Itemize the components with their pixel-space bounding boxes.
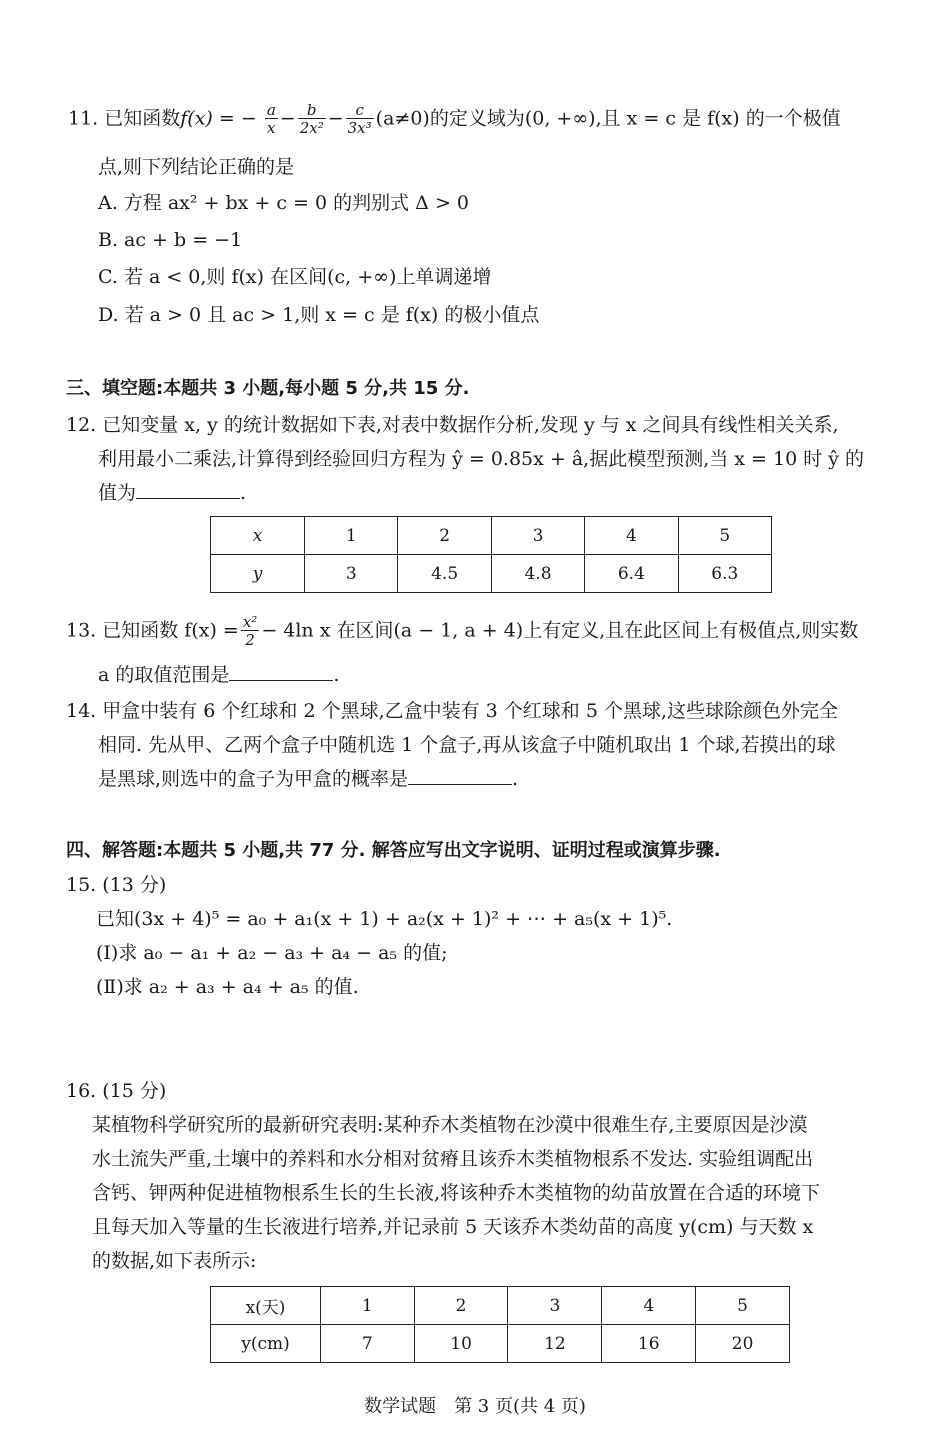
q13-line2: a 的取值范围是 . [98,664,340,686]
q16-heading: 16. (15 分) [66,1080,167,1102]
q15-given: 已知(3x + 4)⁵ = a₀ + a₁(x + 1) + a₂(x + 1)² + ⋯ + a₅(x + 1)⁵. [96,908,673,930]
table-row: x 1 2 3 4 5 [211,517,772,555]
q16-line2: 水土流失严重,土壤中的养料和水分相对贫瘠且该乔木类植物根系不发达. 实验组调配出 [92,1148,814,1170]
q16-line5: 的数据,如下表所示: [92,1250,257,1272]
section3-heading: 三、填空题:本题共 3 小题,每小题 5 分,共 15 分. [66,378,470,399]
q12-line3: 值为 . [98,482,247,504]
q15-heading: 15. (13 分) [66,874,167,896]
q11-option-a: A. 方程 ax² + bx + c = 0 的判别式 Δ > 0 [98,192,469,214]
q16-data-table [210,1286,790,1363]
q11-frac-b: $\frac{b}{\text{2x²}}$ [299,101,324,137]
q13-frac: $\frac{\text{x²}}{2}$ [242,613,258,649]
q15-part2: (Ⅱ)求 a₂ + a₃ + a₄ + a₅ 的值. [96,976,359,998]
q11-minus-2: − [327,107,344,130]
q11-condition: (a≠0)的定义域为(0, +∞),且 x = c 是 f(x) 的一个极值 [375,107,841,130]
q14-answer-blank[interactable] [408,766,512,785]
q11-frac-a: $\frac{a}{x}$ [266,101,276,137]
section4-heading: 四、解答题:本题共 5 小题,共 77 分. 解答应写出文字说明、证明过程或演算步骤. [66,840,721,861]
q16-line3: 含钙、钾两种促进植物根系生长的生长液,将该种乔木类植物的幼苗放置在合适的环境下 [92,1182,821,1204]
q14-line2: 相同. 先从甲、乙两个盒子中随机选 1 个盒子,再从该盒子中随机取出 1 个球,若摸出的球 [98,734,836,756]
q11-fx: f(x) [180,107,213,130]
q11-intro: 11. 已知函数 [68,107,181,130]
q11-eq: = − [212,107,257,130]
table-row: x(天) 1 2 3 4 5 [211,1287,790,1325]
table-row: y(cm) 7 10 12 16 20 [211,1325,790,1363]
q11-option-c: C. 若 a < 0,则 f(x) 在区间(c, +∞)上单调递增 [98,266,492,288]
q11-option-d: D. 若 a > 0 且 ac > 1,则 x = c 是 f(x) 的极小值点 [98,304,540,326]
q11-minus-1: − [279,107,296,130]
q14-line3: 是黑球,则选中的盒子为甲盒的概率是 . [98,768,519,790]
q12-answer-blank[interactable] [136,480,240,499]
table-row: y 3 4.5 4.8 6.4 6.3 [211,555,772,593]
q16-line4: 且每天加入等量的生长液进行培养,并记录前 5 天该乔木类幼苗的高度 y(cm) 与天数 x [92,1216,814,1238]
q11-line2: 点,则下列结论正确的是 [98,156,295,178]
q11-frac-c: $\frac{c}{\text{3x³}}$ [347,101,372,137]
q13-answer-blank[interactable] [229,662,333,681]
q12-line2: 利用最小二乘法,计算得到经验回归方程为 ŷ = 0.85x + â,据此模型预测,当 x = 10 时 ŷ 的 [98,448,865,470]
q16-line1: 某植物科学研究所的最新研究表明:某种乔木类植物在沙漠中很难生存,主要原因是沙漠 [92,1114,808,1136]
q11-line1 [68,102,841,137]
q14-line1: 14. 甲盒中装有 6 个红球和 2 个黑球,乙盒中装有 3 个红球和 5 个黑球,这些球除颜色外完全 [66,700,839,722]
q13-line1: 13. 已知函数 f(x) = $\frac{\text{x²}}{2}$ − 4ln x 在区间(a − 1, a + 4)上有定义,且在此区间上有极值点,则实数 [66,613,859,649]
q12-line1: 12. 已知变量 x, y 的统计数据如下表,对表中数据作分析,发现 y 与 x 之间具有线性相关关系, [66,414,839,436]
q12-data-table [210,516,772,593]
page-footer: 数学试题 第 3 页(共 4 页) [364,1396,586,1417]
q15-part1: (Ⅰ)求 a₀ − a₁ + a₂ − a₃ + a₄ − a₅ 的值; [96,942,448,964]
q11-option-b: B. ac + b = −1 [98,229,243,251]
